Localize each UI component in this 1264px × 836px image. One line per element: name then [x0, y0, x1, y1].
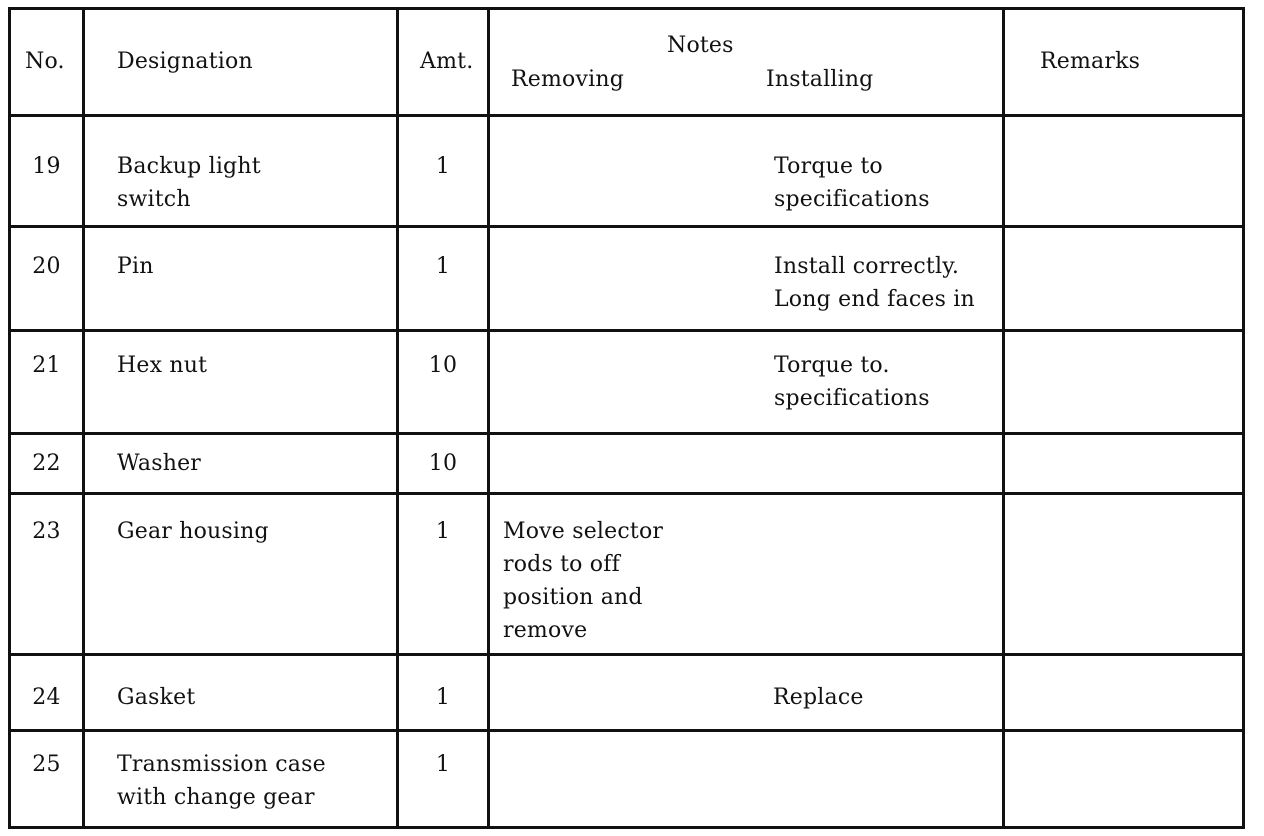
row-no: 24 [32, 685, 61, 710]
row-no: 22 [32, 451, 61, 476]
row-amt: 1 [435, 154, 451, 179]
row-designation: Hex nut [117, 353, 208, 378]
row-installing: Torque to. specifications [774, 353, 930, 411]
row-designation: Gasket [117, 685, 196, 710]
table-border-right [1242, 7, 1245, 829]
row-amt: 1 [435, 254, 451, 279]
row-divider [8, 653, 1245, 656]
row-amt: 10 [428, 451, 458, 476]
row-installing: Install correctly. Long end faces in [774, 254, 975, 312]
row-amt: 10 [428, 353, 458, 378]
row-divider [8, 225, 1245, 228]
row-designation: Transmission case with change gear [117, 752, 326, 810]
header-designation: Designation [117, 49, 253, 74]
header-amt: Amt. [420, 49, 474, 74]
column-divider [82, 7, 85, 829]
row-no: 21 [32, 353, 61, 378]
row-designation: Washer [117, 451, 202, 476]
table-border-bottom [8, 826, 1245, 829]
row-no: 19 [32, 154, 61, 179]
row-amt: 1 [435, 685, 451, 710]
row-divider [8, 329, 1245, 332]
row-amt: 1 [435, 519, 451, 544]
row-no: 23 [32, 519, 61, 544]
header-notes: Notes [667, 33, 734, 58]
column-divider [1002, 7, 1005, 829]
row-installing: Torque to specifications [774, 154, 930, 212]
header-removing: Removing [511, 67, 625, 92]
row-designation: Pin [117, 254, 154, 279]
header-remarks: Remarks [1040, 49, 1141, 74]
row-divider [8, 729, 1245, 732]
row-amt: 1 [435, 752, 451, 777]
table-border-top [8, 7, 1245, 10]
row-installing: Replace [773, 685, 864, 710]
row-divider [8, 492, 1245, 495]
row-no: 25 [32, 752, 61, 777]
header-no: No. [25, 49, 65, 74]
column-divider [487, 7, 490, 829]
header-installing: Installing [766, 67, 874, 92]
row-no: 20 [32, 254, 61, 279]
row-designation: Gear housing [117, 519, 269, 544]
row-designation: Backup light switch [117, 154, 261, 212]
row-removing: Move selector rods to off position and remove [503, 519, 664, 643]
row-divider [8, 432, 1245, 435]
header-divider [8, 114, 1245, 117]
